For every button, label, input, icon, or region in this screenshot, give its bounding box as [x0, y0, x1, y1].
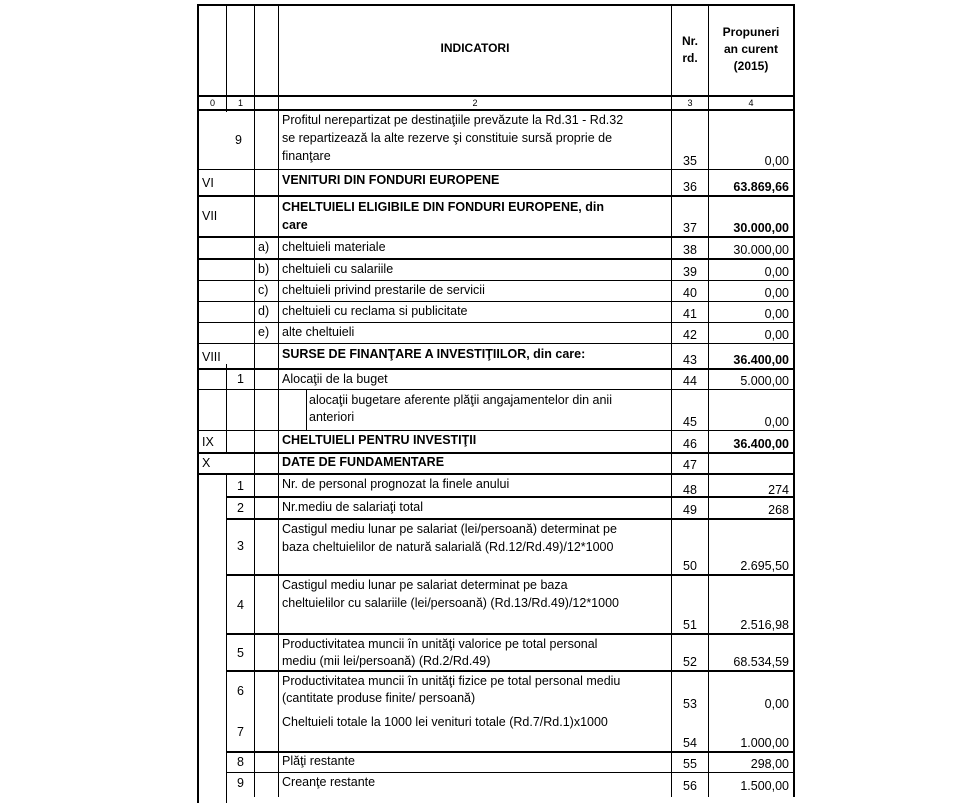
header-propuneri-line2: an curent	[723, 42, 778, 56]
row-label: cheltuieli cu salariile	[282, 262, 394, 276]
header-bottom-line	[197, 95, 795, 97]
row-number: 38	[683, 243, 697, 257]
row-label: DATE DE FUNDAMENTARE	[282, 455, 445, 469]
row-number: 37	[683, 221, 697, 235]
row-value: 0,00	[764, 286, 789, 300]
row-section-code: VII	[202, 209, 218, 223]
row-label: Castigul mediu lunar pe salariat (lei/persoană) determinat pe	[282, 522, 617, 536]
row-value: 0,00	[764, 328, 789, 342]
row-number: 43	[683, 353, 697, 367]
row-label: Cheltuieli totale la 1000 lei venituri totale (Rd.7/Rd.1)x1000	[282, 715, 608, 729]
row-label: VENITURI DIN FONDURI EUROPENE	[282, 173, 500, 187]
row-number: 47	[683, 458, 697, 472]
row-value: 30.000,00	[733, 221, 789, 235]
row-label: cheltuieli materiale	[282, 240, 386, 254]
row-number: 53	[683, 697, 697, 711]
row-label: SURSE DE FINANŢARE A INVESTIŢIILOR, din care:	[282, 347, 586, 361]
row-label: alocaţii bugetare aferente plăţii angajamentelor din anii	[309, 393, 612, 407]
column-divider-0-1	[226, 364, 227, 453]
row-sub-code: 2	[237, 501, 244, 515]
column-number: 0	[209, 98, 215, 108]
row-label: baza cheltuielilor de natură salarială (Rd.12/Rd.49)/12*1000	[282, 540, 614, 554]
row-value: 0,00	[764, 415, 789, 429]
row-sub-code: e)	[258, 325, 270, 339]
row-label: Productivitatea muncii în unităţi fizice pe total personal mediu	[282, 674, 621, 688]
row-number: 42	[683, 328, 697, 342]
row-number: 56	[683, 779, 697, 793]
row-label: Creanţe restante	[282, 775, 376, 789]
row-value: 0,00	[764, 697, 789, 711]
row-number: 35	[683, 154, 697, 168]
row-value: 1.000,00	[740, 736, 789, 750]
row-label: se repartizează la alte rezerve şi constituie sursă proprie de	[282, 131, 613, 145]
header-nr-rd-line1: Nr.	[681, 34, 698, 48]
column-divider-2-3	[671, 4, 672, 797]
row-sub-code: b)	[258, 262, 270, 276]
column-number: 2	[472, 98, 478, 108]
row-number: 40	[683, 286, 697, 300]
column-divider-inner-r45	[306, 389, 307, 430]
column-divider-3-4	[708, 4, 709, 797]
row-value: 63.869,66	[733, 180, 789, 194]
row-value: 298,00	[750, 757, 789, 771]
row-label: CHELTUIELI PENTRU INVESTIŢII	[282, 433, 477, 447]
row-label: Profitul nerepartizat pe destinaţiile prevăzute la Rd.31 - Rd.32	[282, 113, 624, 127]
row-label: anteriori	[309, 410, 355, 424]
row-label: Plăţi restante	[282, 754, 355, 768]
row-number: 50	[683, 559, 697, 573]
row-label: finanţare	[282, 149, 331, 163]
header-propuneri-line1: Propuneri	[722, 25, 780, 39]
row-label: Castigul mediu lunar pe salariat determinat pe baza	[282, 578, 568, 592]
row-value: 30.000,00	[733, 243, 789, 257]
row-label: Nr.mediu de salariaţi total	[282, 500, 424, 514]
row-label: Nr. de personal prognozat la finele anului	[282, 477, 510, 491]
row-section-code: IX	[202, 435, 214, 449]
row-label: alte cheltuieli	[282, 325, 355, 339]
column-number: 1	[237, 98, 243, 108]
row-label: care	[282, 218, 308, 232]
row-number: 46	[683, 437, 697, 451]
row-number: 48	[683, 483, 697, 497]
table-border-right	[793, 4, 795, 797]
row-sub-code: c)	[258, 283, 269, 297]
row-number: 55	[683, 757, 697, 771]
row-value: 1.500,00	[740, 779, 789, 793]
row-number: 49	[683, 503, 697, 517]
row-number: 45	[683, 415, 697, 429]
table-border-left	[197, 4, 199, 803]
row-sub-code: 6	[237, 684, 244, 698]
row-sub-code: d)	[258, 304, 270, 318]
row-value: 0,00	[764, 154, 789, 168]
row-label: cheltuielilor cu salariile (lei/persoană) (Rd.13/Rd.49)/12*1000	[282, 596, 619, 610]
column-divider-sub-2	[278, 4, 279, 797]
row-sub-code: 8	[237, 755, 244, 769]
row-value: 2.695,50	[740, 559, 789, 573]
row-sub-code: 1	[237, 479, 244, 493]
row-sub-code: 1	[237, 372, 244, 386]
row-label: (cantitate produse finite/ persoană)	[282, 691, 476, 705]
column-number: 3	[687, 98, 693, 108]
row-number: 54	[683, 736, 697, 750]
row-number: 44	[683, 374, 697, 388]
row-label: cheltuieli cu reclama si publicitate	[282, 304, 468, 318]
column-divider-0-1	[226, 475, 227, 803]
row-sub-code: 5	[237, 646, 244, 660]
row-value: 5.000,00	[740, 374, 789, 388]
row-label: Productivitatea muncii în unităţi valorice pe total personal	[282, 637, 598, 651]
row-value: 274	[768, 483, 789, 497]
row-label: CHELTUIELI ELIGIBILE DIN FONDURI EUROPENE, din	[282, 200, 604, 214]
row-value: 0,00	[764, 307, 789, 321]
row-sub-code: 9	[237, 776, 244, 790]
row-sub-code: a)	[258, 240, 270, 254]
row-number: 52	[683, 655, 697, 669]
row-sub-code: 3	[237, 539, 244, 553]
row-number: 39	[683, 265, 697, 279]
column-divider-1-sub	[254, 4, 255, 797]
row-value: 36.400,00	[733, 353, 789, 367]
row-sub-code: 9	[235, 133, 242, 147]
header-nr-rd-line2: rd.	[682, 51, 698, 65]
row-value: 68.534,59	[733, 655, 789, 669]
header-indicatori: INDICATORI	[440, 41, 510, 55]
row-value: 2.516,98	[740, 618, 789, 632]
row-sub-code: 7	[237, 725, 244, 739]
row-number: 36	[683, 180, 697, 194]
row-value: 268	[768, 503, 789, 517]
row-value: 36.400,00	[733, 437, 789, 451]
row-section-code: VIII	[202, 350, 221, 364]
row-label: cheltuieli privind prestarile de servicii	[282, 283, 485, 297]
row-number: 51	[683, 618, 697, 632]
row-sub-code: 4	[237, 598, 244, 612]
column-number-row-bottom	[197, 109, 795, 111]
row-section-code: VI	[202, 176, 214, 190]
row-label: Alocaţii de la buget	[282, 372, 388, 386]
header-propuneri-line3: (2015)	[733, 59, 769, 73]
row-number: 41	[683, 307, 697, 321]
row-value: 0,00	[764, 265, 789, 279]
row-section-code: X	[202, 456, 211, 470]
row-label: mediu (mii lei/persoană) (Rd.2/Rd.49)	[282, 654, 491, 668]
table-border-top	[197, 4, 795, 6]
column-number: 4	[748, 98, 754, 108]
